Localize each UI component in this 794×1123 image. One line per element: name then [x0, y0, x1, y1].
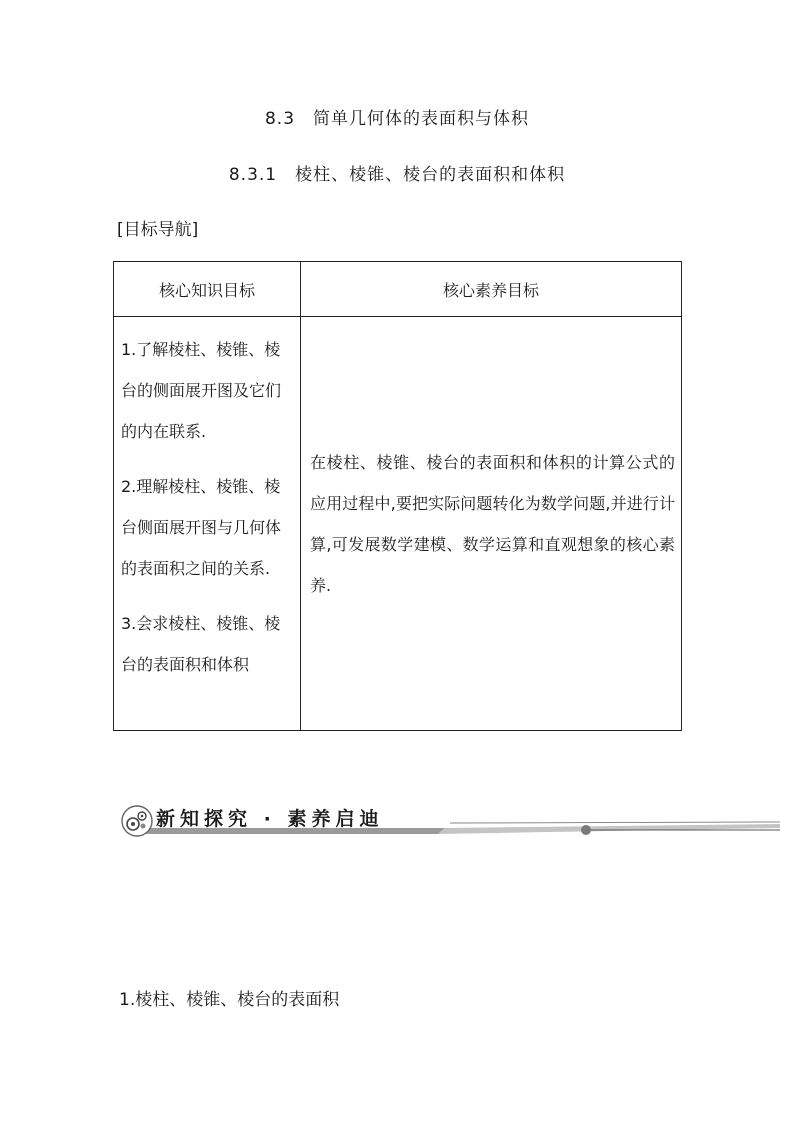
section-title: 8.3 简单几何体的表面积与体积 [264, 109, 530, 129]
knowledge-item: 2.理解棱柱、棱锥、棱台侧面展开图与几何体的表面积之间的关系. [121, 477, 282, 578]
knowledge-item: 3.会求棱柱、棱锥、棱台的表面积和体积 [121, 614, 281, 674]
subsection-title: 8.3.1 棱柱、棱锥、棱台的表面积和体积 [228, 165, 566, 185]
table-body-row [114, 317, 682, 731]
lightbulb-gear-icon [120, 804, 154, 838]
knowledge-goals-cell [114, 317, 301, 731]
objectives-table [113, 261, 682, 731]
knowledge-item: 1.了解棱柱、棱锥、棱台的侧面展开图及它们的内在联系. [121, 340, 282, 441]
literacy-goals-header: 核心素养目标 [301, 262, 682, 317]
banner-title: 新知探究 · 素养启迪 [156, 808, 384, 830]
knowledge-goals-header: 核心知识目标 [114, 262, 301, 317]
objectives-label: [目标导航] [117, 220, 199, 240]
literacy-goals-cell: 在棱柱、棱锥、棱台的表面积和体积的计算公式的应用过程中,要把实际问题转化为数学问题,并进行计算,可发展数学建模、数学运算和直观想象的核心素养. [301, 317, 682, 731]
section-heading: 1.棱柱、棱锥、棱台的表面积 [119, 990, 340, 1010]
table-header-row [114, 262, 682, 317]
section-banner [120, 798, 780, 838]
